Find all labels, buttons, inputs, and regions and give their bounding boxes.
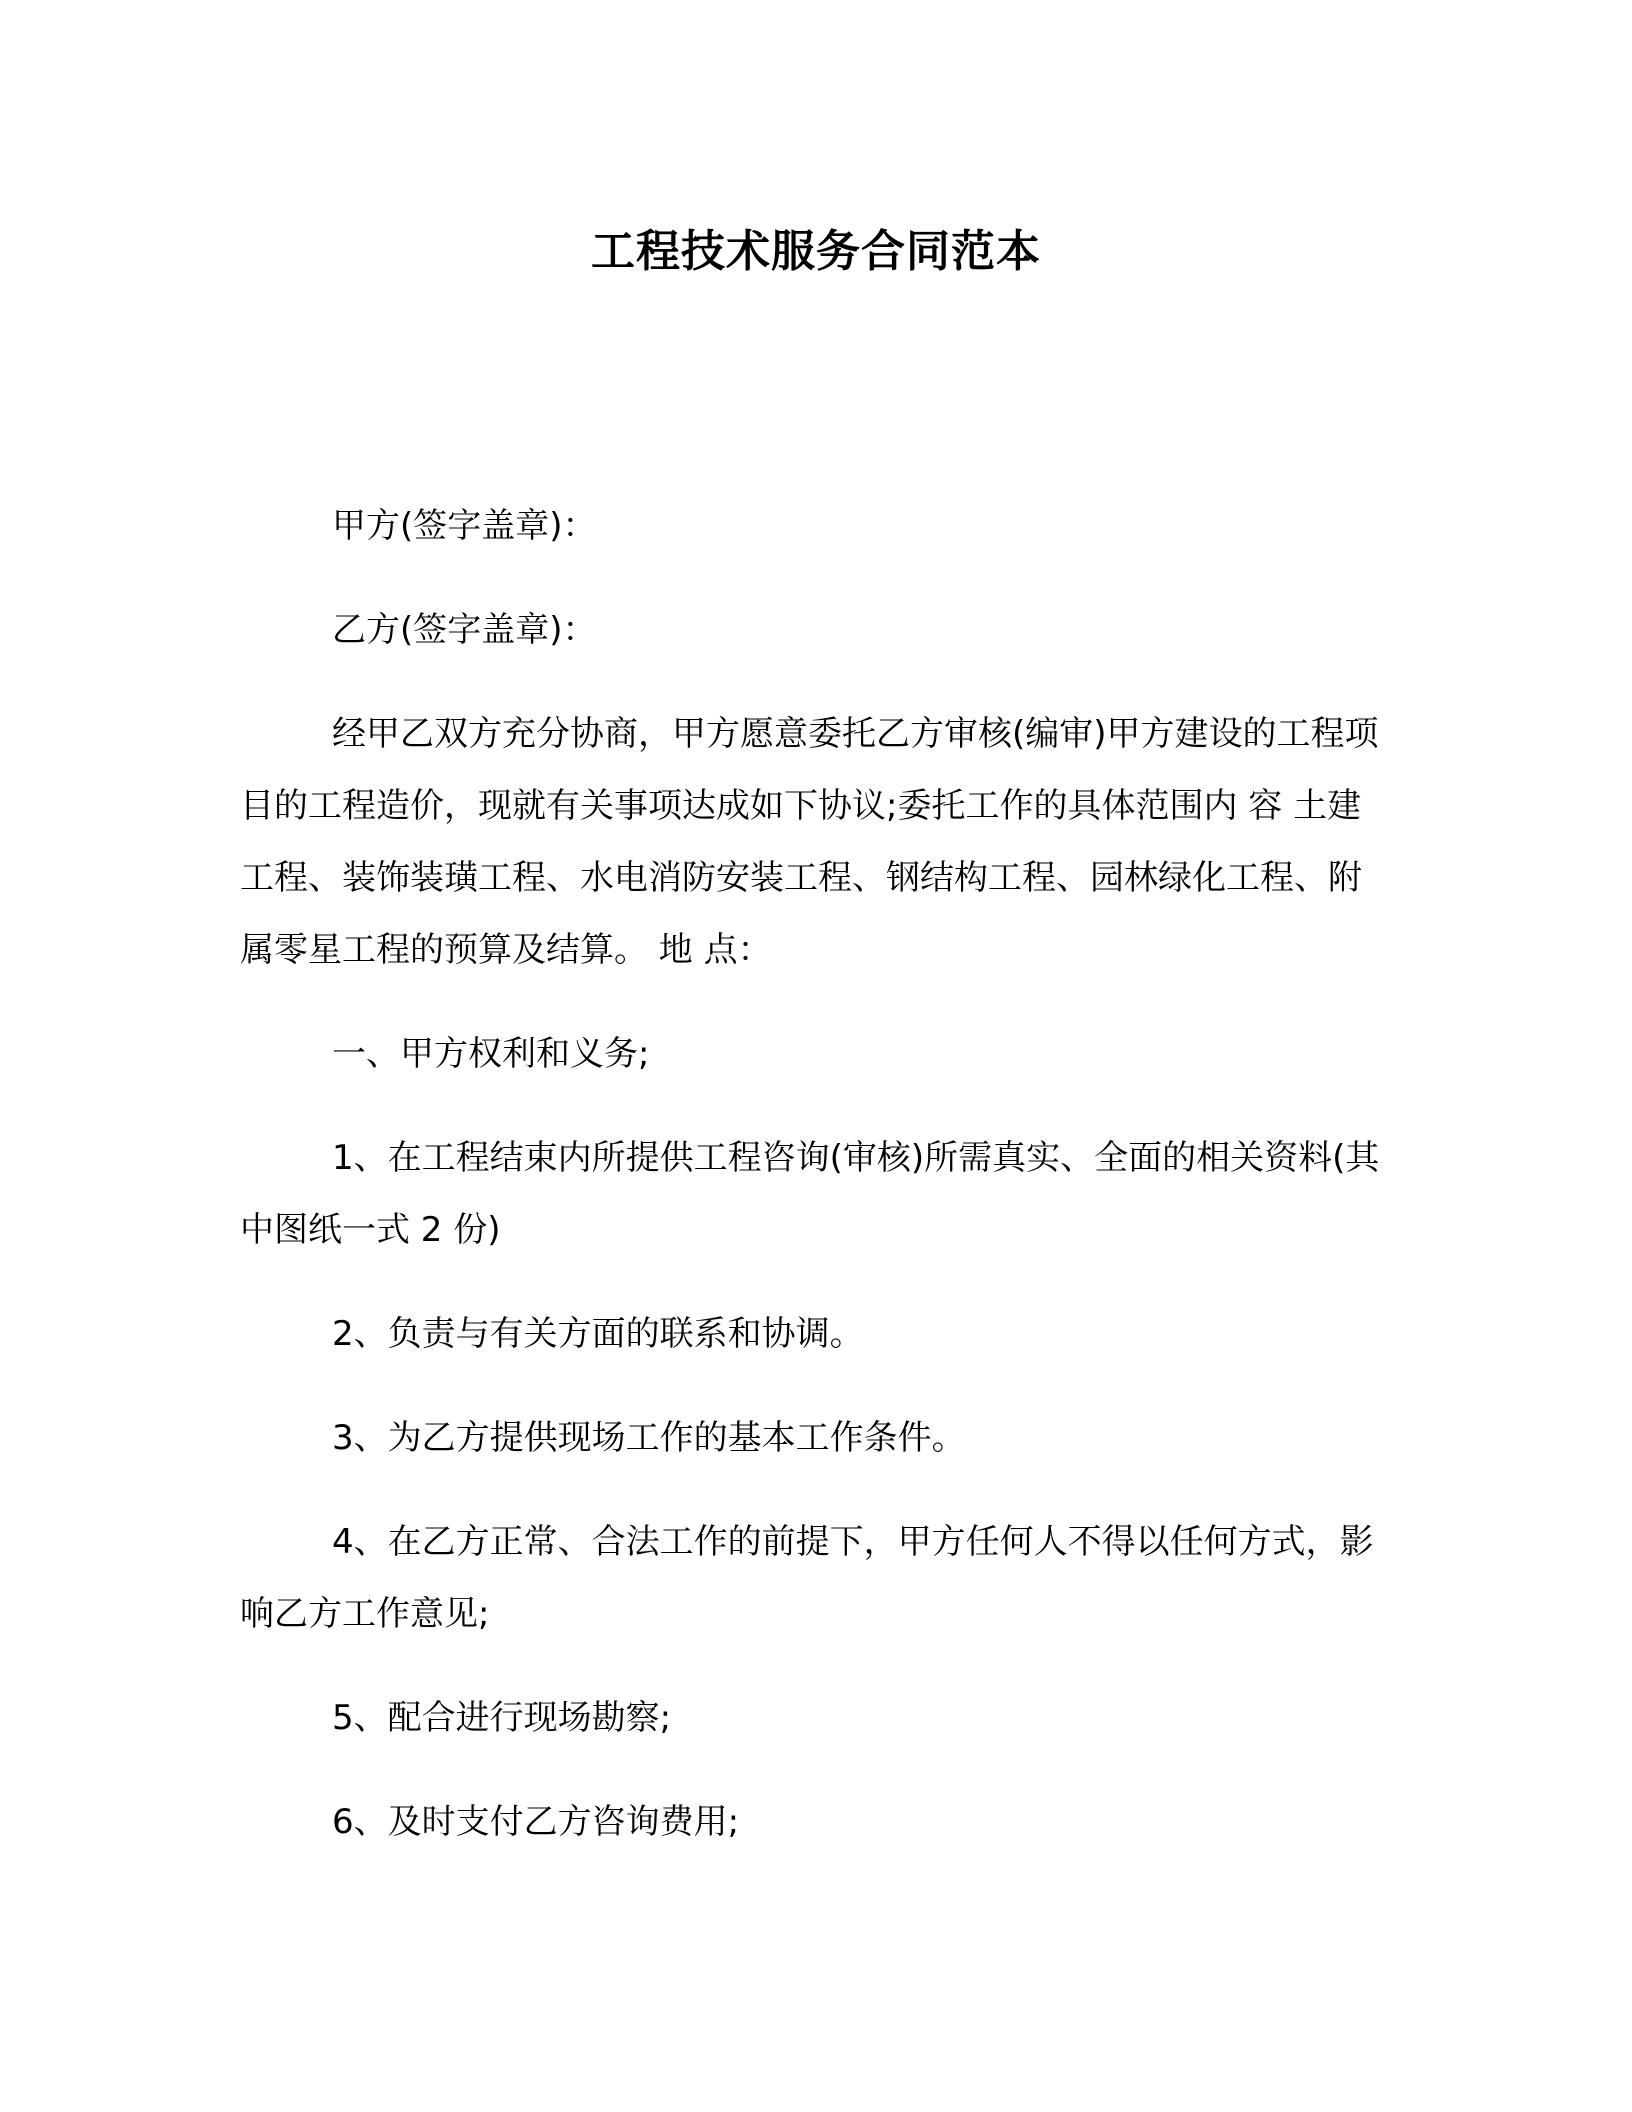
clause-5: 5、配合进行现场勘察;	[332, 1698, 672, 1738]
document-title: 工程技术服务合同范本	[591, 226, 1041, 277]
clause-1: 1、在工程结束内所提供工程咨询(审核)所需真实、全面的相关资料(其中图纸一式 2 份)	[240, 1138, 1380, 1250]
clause-4: 4、在乙方正常、合法工作的前提下，甲方任何人不得以任何方式，影响乙方工作意见;	[240, 1522, 1374, 1634]
document-body	[240, 490, 1392, 1890]
clause-2: 2、负责与有关方面的联系和协调。	[332, 1314, 864, 1354]
party-a-signature-line: 甲方(签字盖章)：	[332, 506, 597, 546]
agreement-intro-paragraph: 经甲乙双方充分协商，甲方愿意委托乙方审核(编审)甲方建设的工程项目的工程造价，现就有关事项达成如下协议;委托工作的具体范围内 容 土建工程、装饰装璜工程、水电消防安装工程、钢结构工程、园林绿化工程、附属零星工程的预算及结算。 地 点：	[240, 714, 1379, 970]
section-heading-party-a-rights: 一、甲方权利和义务;	[332, 1034, 650, 1074]
party-b-signature-line: 乙方(签字盖章)：	[332, 610, 597, 650]
clause-3: 3、为乙方提供现场工作的基本工作条件。	[332, 1418, 966, 1458]
clause-6: 6、及时支付乙方咨询费用;	[332, 1802, 740, 1842]
